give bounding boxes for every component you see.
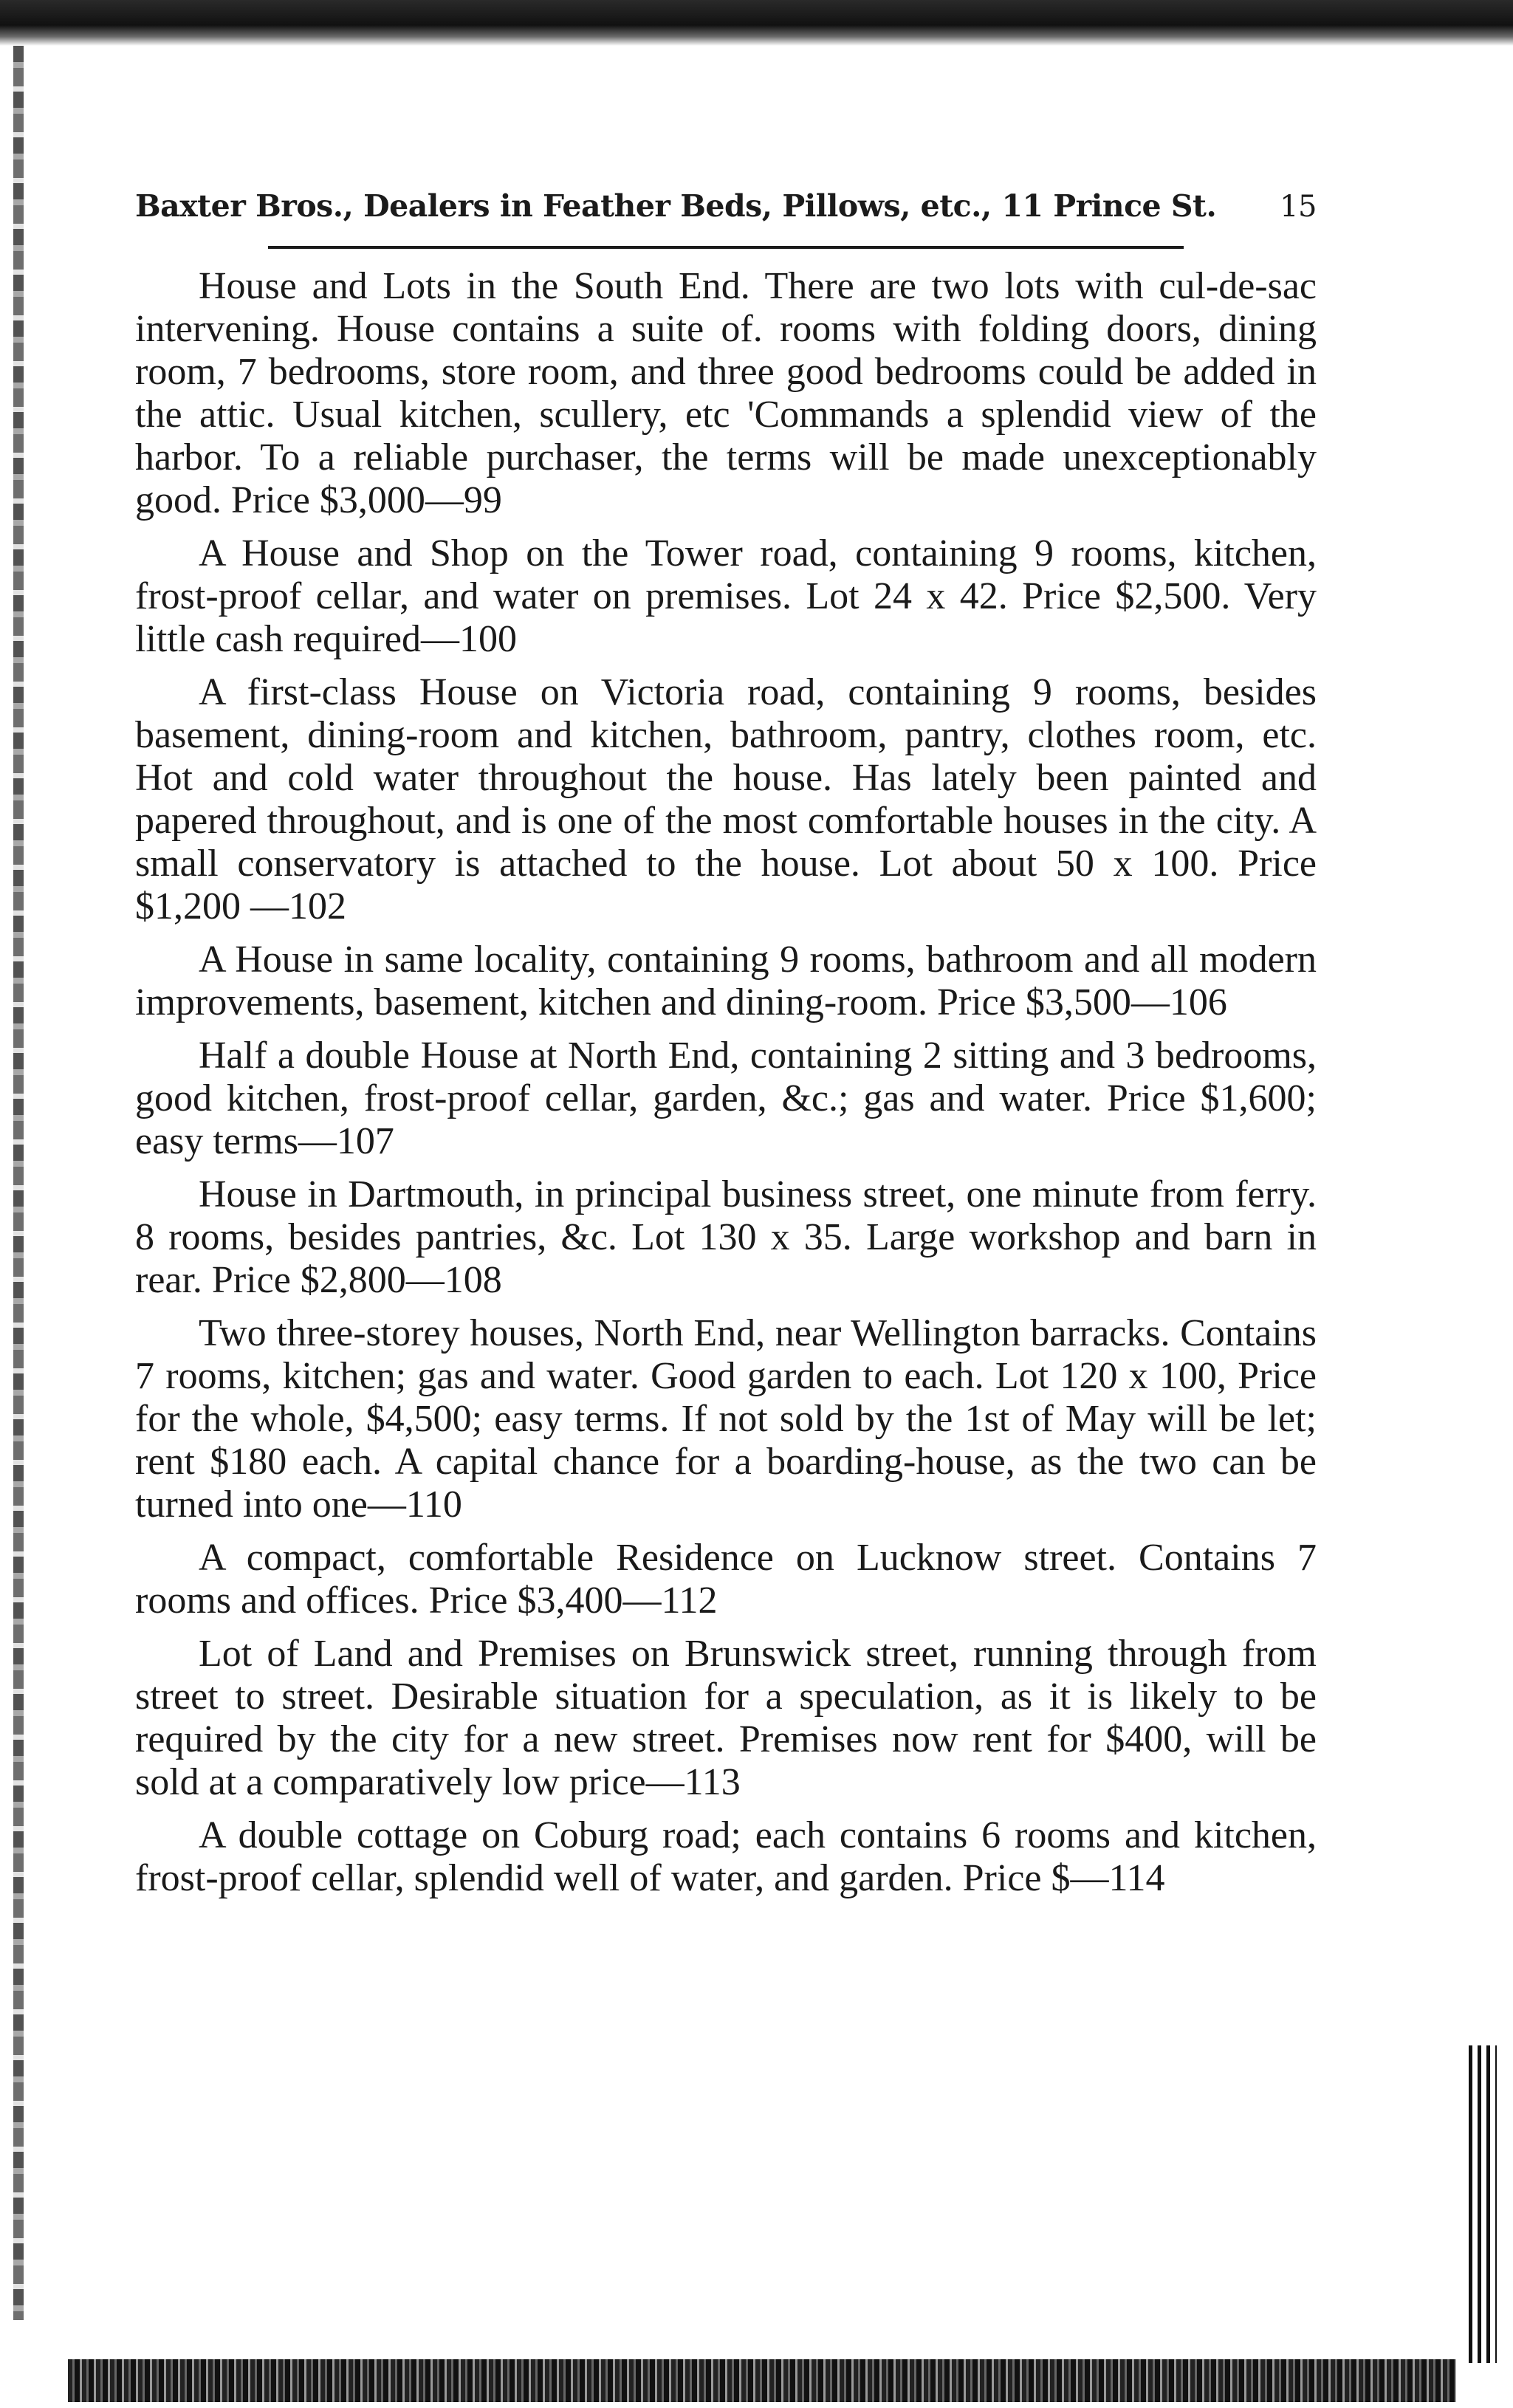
listing-entry: A House and Shop on the Tower road, containing 9 rooms, kitchen, frost-proof cellar, and water on premises. Lot 24 x 42. Price $2,500. Very little cash required—100 [135, 532, 1317, 660]
listing-entry: Two three-storey houses, North End, near Wellington barracks. Contains 7 rooms, kitchen; gas and water. Good garden to each. Lot 120 x 100, Price for the whole, $4,500; easy terms. If not sold by the 1st of May will be let; rent $180 each. A capital chance for a boarding-house, as the two can be turned into one—110 [135, 1312, 1317, 1526]
page-number: 15 [1280, 190, 1317, 224]
listing-entry: A compact, comfortable Residence on Lucknow street. Contains 7 rooms and offices. Price $3,400—112 [135, 1537, 1317, 1622]
listing-entry: Lot of Land and Premises on Brunswick street, running through from street to street. Desirable situation for a speculation, as it is likely to be required by the city for a new street. Premises now rent for $400, will be sold at a comparatively low price—113 [135, 1633, 1317, 1803]
running-head-title: Baxter Bros., Dealers in Feather Beds, Pillows, etc., 11 Prince St. [135, 188, 1217, 224]
listing-entries [135, 265, 1317, 1900]
listing-entry: House and Lots in the South End. There are two lots with cul-de-sac intervening. House contains a suite of. rooms with folding doors, dining room, 7 bedrooms, store room, and three good bedrooms could be added in the attic. Usual kitchen, scullery, etc 'Commands a splendid view of the harbor. To a reliable purchaser, the terms will be made unexceptionably good. Price $3,000—99 [135, 265, 1317, 521]
listing-entry: A House in same locality, containing 9 rooms, bathroom and all modern improvements, basement, kitchen and dining-room. Price $3,500—106 [135, 939, 1317, 1023]
bottom-scan-border [68, 2359, 1456, 2402]
listing-entry: House in Dartmouth, in principal business street, one minute from ferry. 8 rooms, besides pantries, &c. Lot 130 x 35. Large workshop and barn in rear. Price $2,800—108 [135, 1173, 1317, 1301]
listing-entry: A double cottage on Coburg road; each contains 6 rooms and kitchen, frost-proof cellar, splendid well of water, and garden. Price $—114 [135, 1814, 1317, 1899]
listing-entry: A first-class House on Victoria road, containing 9 rooms, besides basement, dining-room and kitchen, bathroom, pantry, clothes room, etc. Hot and cold water throughout the house. Has lately been painted and papered throughout, and is one of the most comfortable houses in the city. A small conservatory is attached to the house. Lot about 50 x 100. Price $1,200 —102 [135, 671, 1317, 927]
top-scan-border [0, 0, 1513, 46]
page-body [135, 188, 1317, 1910]
header-rule [268, 246, 1184, 249]
right-scan-edge [1469, 2045, 1497, 2363]
listing-entry: Half a double House at North End, containing 2 sitting and 3 bedrooms, good kitchen, frost-proof cellar, garden, &c.; gas and water. Price $1,600; easy terms—107 [135, 1035, 1317, 1162]
left-scan-edge [13, 46, 24, 2320]
running-head [135, 188, 1317, 224]
